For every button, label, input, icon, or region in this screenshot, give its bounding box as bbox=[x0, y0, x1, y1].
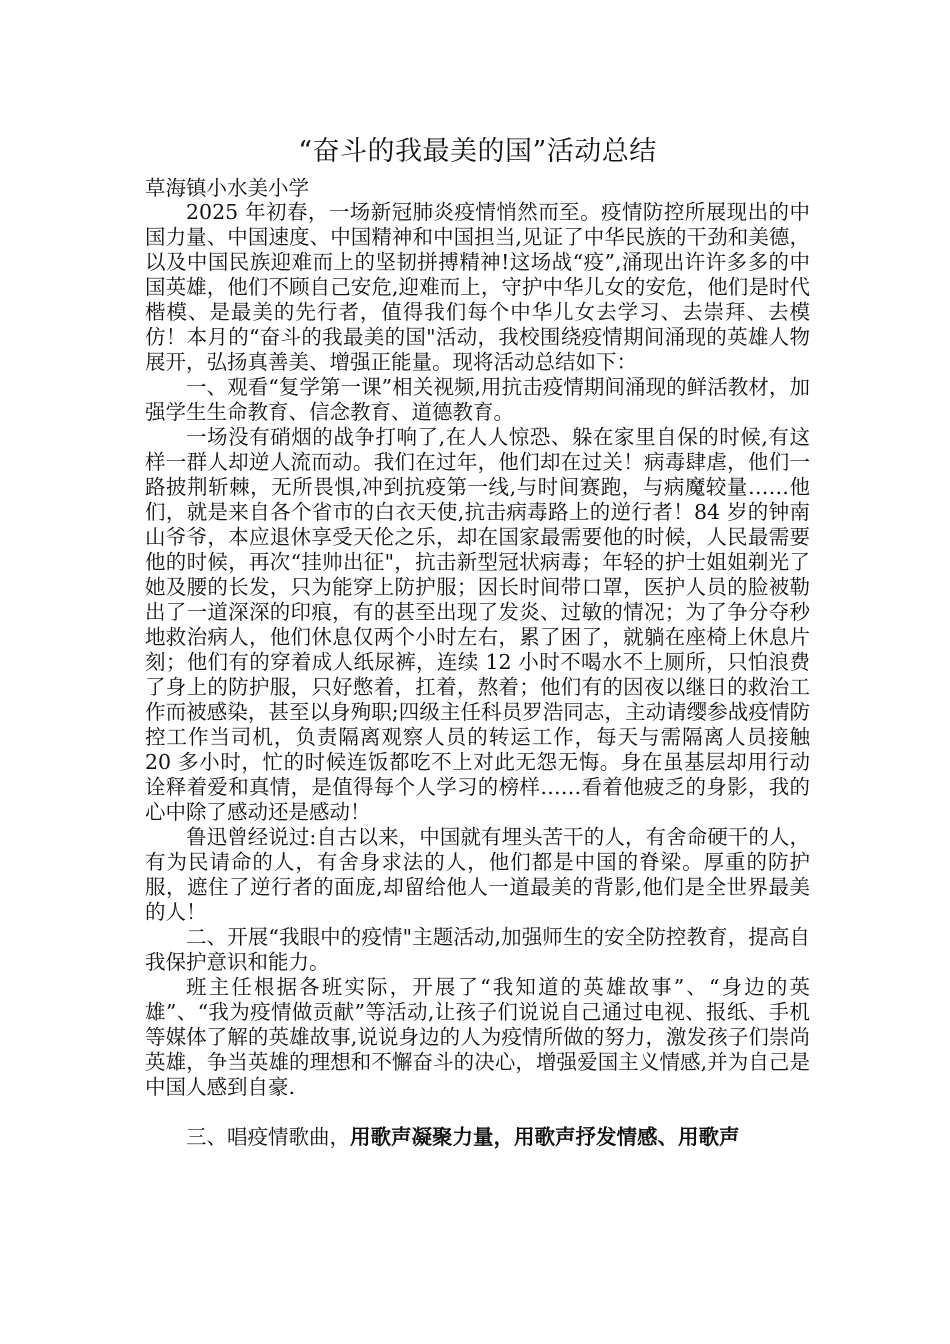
paragraph-class-activities: 班主任根据各班实际，开展了“我知道的英雄故事”、“身边的英雄”、“我为疫情做贡献”等活动,让孩子们说说自己通过电视、报纸、手机等媒体了解的英雄故事,说说身边的人为疫情所做的努力，激发孩子们崇尚英雄，争当英雄的理想和不懈奋斗的决心，增强爱国主义情感,并为自己是中国人感到自豪. bbox=[145, 975, 810, 1099]
document-title: “奋斗的我最美的国”活动总结 bbox=[298, 136, 657, 167]
paragraph-heroes: 一场没有硝烟的战争打响了,在人人惊恐、躲在家里自保的时候,有这样一群人却逆人流而动。我们在过年，他们却在过关！病毒肆虐，他们一路披荆斩棘，无所畏惧,冲到抗疫第一线,与时间赛跑，与病魔较量……他们，就是来自各个省市的白衣天使,抗击病毒路上的逆行者！84 岁的钟南山爷爷，本应退休享受天伦之乐，却在国家最需要他的时候，人民最需要他的时候，再次“挂帅出征"，抗击新型冠状病毒；年轻的护士姐姐剃光了她及腰的长发，只为能穿上防护服；因长时间带口罩，医护人员的脸被勒出了一道深深的印痕，有的甚至出现了发炎、过敏的情况；为了争分夺秒地救治病人，他们休息仅两个小时左右，累了困了，就躺在座椅上休息片刻；他们有的穿着成人纸尿裤，连续 12 小时不喝水不上厕所，只怕浪费了身上的防护服，只好憋着，扛着，熬着；他们有的因夜以继日的救治工作而被感染，甚至以身殉职;四级主任科员罗浩同志，主动请缨参战疫情防控工作当司机，负责隔离观察人员的转运工作，每天与需隔离人员接触 20 多小时，忙的时候连饭都吃不上对此无怨无悔。身在虽基层却用行动诠释着爱和真情，是值得每个人学习的榜样……看着他疲乏的身影，我的心中除了感动还是感动！ bbox=[145, 425, 810, 824]
paragraph-intro: 2025 年初春，一场新冠肺炎疫情悄然而至。疫情防控所展现出的中国力量、中国速度、中国精神和中国担当,见证了中华民族的干劲和美德，以及中国民族迎难而上的坚韧拼搏精神!这场战“疫”,涌现出许许多多的中国英雄，他们不顾自己安危,迎难而上，守护中华儿女的安危，他们是时代楷模、是最美的先行者，值得我们每个中华儿女去学习、去崇拜、去模仿！本月的“奋斗的我最美的国"活动，我校围绕疫情期间涌现的英雄人物展开，弘扬真善美、增强正能量。现将活动总结如下： bbox=[145, 200, 810, 374]
section-three-bold-text: 用歌声凝聚力量，用歌声抒发情感、用歌声 bbox=[350, 1125, 740, 1149]
document-body bbox=[145, 200, 810, 1150]
paragraph-section-three-heading bbox=[145, 1125, 810, 1150]
paragraph-section-two-heading: 二、开展“我眼中的疫情"主题活动,加强师生的安全防控教育，提高自我保护意识和能力。 bbox=[145, 925, 810, 974]
document-author: 草海镇小水美小学 bbox=[145, 176, 309, 200]
section-three-start: 三、唱疫情歌曲， bbox=[186, 1125, 350, 1149]
paragraph-section-one-heading: 一、观看“复学第一课”相关视频,用抗击疫情期间涌现的鲜活教材，加强学生生命教育、信念教育、道德教育。 bbox=[145, 375, 810, 424]
paragraph-luxun-quote: 鲁迅曾经说过:自古以来，中国就有埋头苦干的人，有舍命硬干的人，有为民请命的人，有舍身求法的人，他们都是中国的脊梁。厚重的防护服，遮住了逆行者的面庞,却留给他人一道最美的背影,他们是全世界最美的人！ bbox=[145, 825, 810, 924]
